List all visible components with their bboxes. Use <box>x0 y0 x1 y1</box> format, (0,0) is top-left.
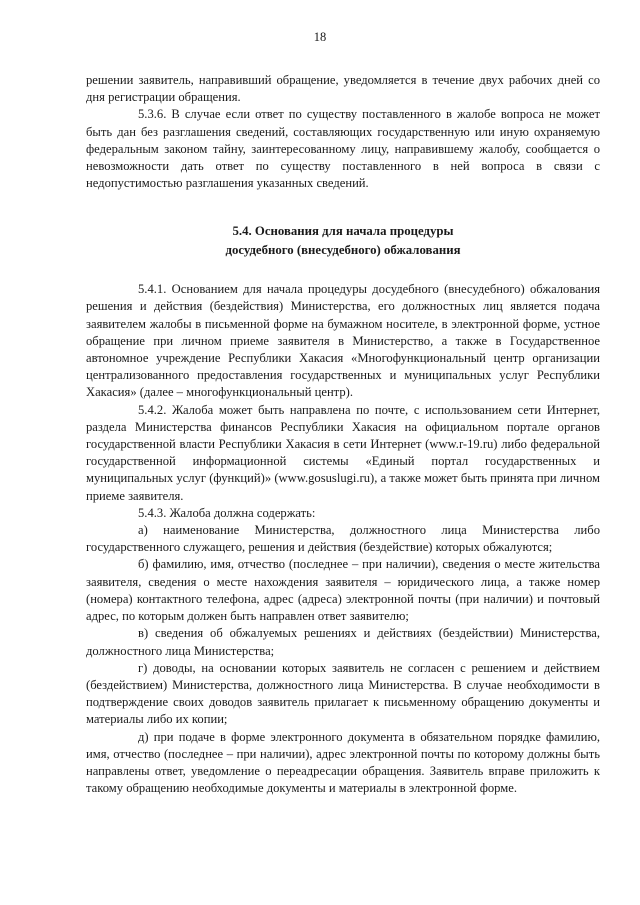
section-heading <box>86 222 600 259</box>
list-item-d: д) при подаче в форме электронного документа в обязательном порядке фамилию, имя, отчество (последнее – при наличии), адрес электронной почты по которому должны быть направлены ответ, уведомление о переадресации обращения. Заявитель вправе приложить к такому обращению необходимые документы и материалы в электронной форме. <box>86 729 600 796</box>
page-number: 18 <box>313 30 327 44</box>
section-heading-line-1: 5.4. Основания для начала процедуры <box>232 224 454 239</box>
paragraph-continuation: решении заявитель, направивший обращение, уведомляется в течение двух рабочих дней со дня регистрации обращения. <box>86 73 600 105</box>
list-item-v: в) сведения об обжалуемых решениях и действиях (бездействии) Министерства, должностного лица Министерства; <box>86 626 600 658</box>
paragraph-5-4-2: 5.4.2. Жалоба может быть направлена по почте, с использованием сети Интернет, раздела Министерства финансов Республики Хакасия на официальном портале органов государственной власти Республики Хакасия в сети Интернет (www.r-19.ru) либо федеральной государственной информационной системы «Единый портал государственных и муниципальных услуг (функций)» (www.gosuslugi.ru), а также может быть принята при личном приеме заявителя. <box>86 402 600 503</box>
document-body <box>86 72 600 797</box>
paragraph-5-4-3: 5.4.3. Жалоба должна содержать: <box>138 505 316 520</box>
section-heading-line-2: досудебного (внесудебного) обжалования <box>225 242 461 257</box>
list-item-a: а) наименование Министерства, должностного лица Министерства либо государственного служащего, решения и действия (бездействие) которых обжалуются; <box>86 523 600 555</box>
paragraph-5-3-6: 5.3.6. В случае если ответ по существу поставленного в жалобе вопроса не может быть дан без разглашения сведений, составляющих государственную или иную охраняемую федеральным законом тайну, заинтересованному лицу, направившему жалобу, сообщается о невозможности дать ответ по существу поставленного в ней вопроса в связи с недопустимостью разглашения указанных сведений. <box>86 107 600 191</box>
list-item-b: б) фамилию, имя, отчество (последнее – при наличии), сведения о месте жительства заявителя, сведения о месте нахождения заявителя – юридического лица, а также номер (номера) контактного телефона, адрес (адреса) электронной почты (при наличии) и почтовый адрес, по которым должен быть направлен ответ заявителю; <box>86 557 600 624</box>
paragraph-5-4-1: 5.4.1. Основанием для начала процедуры досудебного (внесудебного) обжалования решения и действия (бездействия) Министерства, его должностных лиц является подача заявителем жалобы в письменной форме на бумажном носителе, в электронной форме, устное обращение при личном приеме заявителя в Министерство, а также в Государственное автономное учреждение Республики Хакасия «Многофункциональный центр организации централизованного предоставления государственных и муниципальных услуг Республики Хакасия» (далее – многофункциональный центр). <box>86 282 600 400</box>
list-item-g: г) доводы, на основании которых заявитель не согласен с решением и действием (бездействием) Министерства, должностного лица Министерства. В случае необходимости в подтверждение своих доводов заявитель прилагает к письменному обращению документы и материалы либо их копии; <box>86 660 600 727</box>
